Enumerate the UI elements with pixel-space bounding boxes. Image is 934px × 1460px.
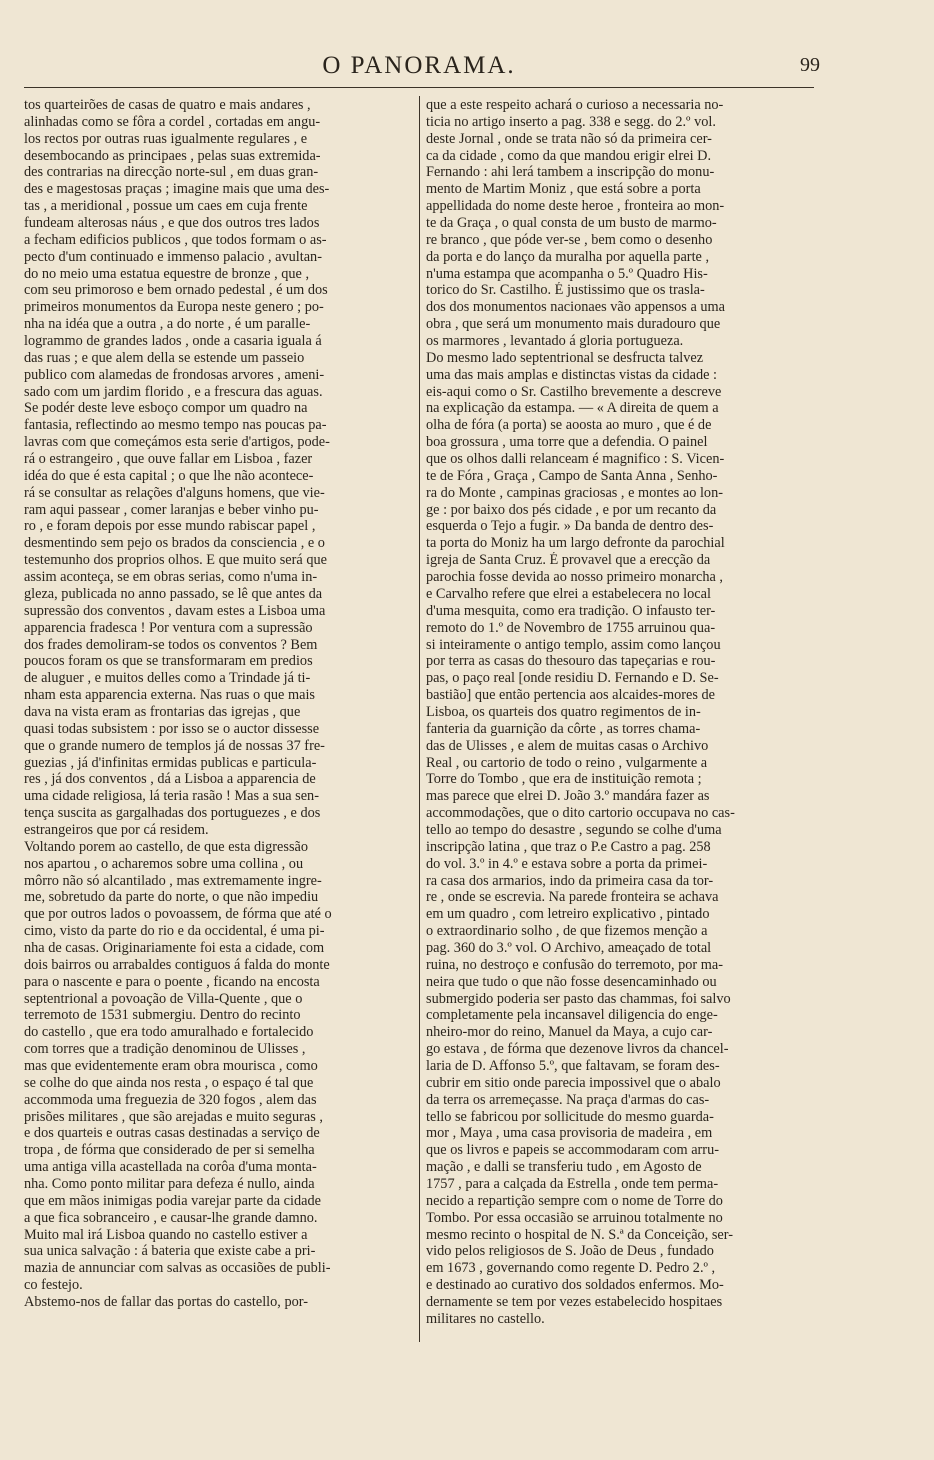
text-line: vido pelos religiosos de S. João de Deus , fundado: [426, 1243, 714, 1260]
text-line: accommoda uma freguezia de 320 fogos , alem das: [24, 1091, 317, 1108]
text-line: que o grande numero de templos já de nossas 37 fre-: [24, 737, 325, 754]
text-line: os marmores , levantado á gloria portugueza.: [426, 333, 684, 350]
text-line: nha. Como ponto militar para defeza é nullo, ainda: [24, 1176, 315, 1192]
text-line: nham esta apparencia externa. Nas ruas o que mais: [24, 687, 315, 704]
text-line: inscripção latina , que traz o P.e Castro a pag. 258: [426, 838, 711, 855]
text-line: rá o estrangeiro , que ouve fallar em Lisboa , fazer: [24, 451, 313, 468]
text-line: guezias , já d'infinitas ermidas publicas e particula-: [24, 754, 317, 771]
text-line: des contrarias na direcção norte-sul , em duas gran-: [24, 164, 319, 181]
text-line: da terra os arremeçasse. Na praça d'armas do cas-: [426, 1091, 710, 1108]
text-line: tença suscita as gargalhadas dos portuguezes , e dos: [24, 805, 321, 822]
text-line: ra do Monte , campinas graciosas , e montes ao lon-: [426, 484, 723, 501]
text-line: ticia no artigo inserto a pag. 338 e segg. do 2.º vol.: [426, 113, 716, 130]
text-line: nha de casas. Originariamente foi esta a cidade, com: [24, 939, 325, 956]
text-line: laria de D. Affonso 5.º, que faltavam, se foram des-: [426, 1057, 720, 1074]
text-line: Se podér deste leve esboço compor um quadro na: [24, 400, 308, 417]
text-line: em um quadro , com letreiro explicativo , pintado: [426, 906, 710, 923]
text-line: dois bairros ou arrabaldes contiguos á falda do monte: [24, 956, 330, 973]
text-line: submergido poderia ser pasto das chammas, foi salvo: [426, 990, 731, 1007]
text-line: septentrional a povoação de Villa-Quente , que o: [24, 990, 303, 1007]
text-line: testemunho dos proprios olhos. E que muito será que: [24, 552, 327, 569]
text-line: uma cidade religiosa, lá teria rasão ! Mas a sua sen-: [24, 788, 319, 805]
text-line: com torres que a tradição denominou de Ulisses ,: [24, 1041, 306, 1058]
text-line: re , onde se escrevia. Na parede fronteira se achava: [426, 889, 719, 906]
text-line: das de Ulisses , e alem de muitas casas o Archivo: [426, 737, 709, 754]
text-line: neira que tudo o que não fosse desencaminhado ou: [426, 973, 717, 990]
text-line: re branco , que póde ver-se , bem como o desenho: [426, 231, 713, 248]
text-line: Fernando : ahi lerá tambem a inscripção do monu-: [426, 164, 715, 181]
text-line: deste Jornal , onde se trata não só da primeira cer-: [426, 130, 712, 147]
text-line: do castello , que era todo amuralhado e fortalecido: [24, 1024, 314, 1041]
text-line: dos frades demoliram-se todos os conventos ? Bem: [24, 636, 318, 653]
text-line: necido a repartição sempre com o nome de Torre do: [426, 1192, 723, 1209]
text-line: n'uma estampa que acompanha o 5.º Quadro His-: [426, 265, 708, 282]
text-line: lavras com que começámos esta serie d'artigos, pode-: [24, 434, 330, 451]
text-line: boa grossura , uma torre que a defendia. O painel: [426, 434, 708, 451]
text-line: pecto d'um continuado e immenso palacio , avultan-: [24, 248, 322, 265]
text-line: gleza, publicada no anno passado, se lê que antes da: [24, 585, 323, 602]
text-line: mas que evidentemente eram obra mourisca , como: [24, 1057, 318, 1074]
text-line: Do mesmo lado septentrional se desfructa talvez: [426, 349, 704, 366]
text-line: militares no castello.: [426, 1310, 545, 1327]
text-line: appellidada do nome deste heroe , fronteira ao mon-: [426, 198, 725, 215]
text-line: mor , Maya , uma casa provisoria de madeira , em: [426, 1125, 713, 1142]
text-line: cimo, visto da parte do rio e da occidental, é uma pi-: [24, 923, 325, 940]
text-line: bastião] que então pertencia aos alcaides-mores de: [426, 687, 715, 704]
text-line: quasi todas subsistem : por isso se o auctor dissesse: [24, 720, 320, 737]
text-line: mazia de annunciar com salvas as occasiões de publi-: [24, 1260, 331, 1277]
text-line: tello se fabricou por sollicitude do mesmo guarda-: [426, 1108, 714, 1125]
left-column: [24, 97, 412, 1311]
text-line: accommodações, que o dito cartorio occupava no cas-: [426, 805, 735, 822]
text-line: fantasia, reflectindo ao mesmo tempo nas poucas pa-: [24, 417, 327, 434]
text-line: tas , a meridional , possue um caes em cuja frente: [24, 198, 308, 215]
text-line: igreja de Santa Cruz. É provavel que a erecção da: [426, 552, 711, 569]
text-line: e Carvalho refere que elrei a estabelecera no local: [426, 585, 711, 602]
text-line: ram aqui passear , comer laranjas e beber vinho pu-: [24, 501, 319, 518]
running-head-title: O PANORAMA.: [322, 52, 516, 79]
text-line: para o nascente e para o poente , ficando na encosta: [24, 973, 320, 990]
text-line: por terra as casas do thesouro das tapeçarias e rou-: [426, 653, 716, 670]
text-line: rá se consultar as relações d'alguns homens, que vie-: [24, 484, 325, 501]
text-line: nheiro-mor do reino, Manuel da Maya, a cujo car-: [426, 1024, 713, 1041]
text-line: dava na vista eram as frontarias das igrejas , que: [24, 703, 301, 720]
text-line: me, sobretudo da parte do norte, o que não impediu: [24, 889, 319, 906]
text-line: nha na idéa que a outra , a do norte , é um paralle-: [24, 316, 311, 333]
text-line: que por outros lados o povoassem, de fórma que até o: [24, 906, 332, 923]
text-line: te da Graça , o qual consta de um busto de marmo-: [426, 215, 717, 232]
text-line: primeiros monumentos da Europa neste genero ; po-: [24, 299, 324, 316]
page-number: 99: [800, 54, 820, 76]
text-line: supressão dos conventos , davam estes a Lisboa uma: [24, 602, 326, 619]
text-line: mas parece que elrei D. João 3.º mandára fazer as: [426, 788, 710, 805]
text-line: go estava , de fórma que dezenove livros da chancel-: [426, 1041, 729, 1058]
text-line: Voltando porem ao castello, de que esta digressão: [24, 838, 309, 855]
text-line: Torre do Tombo , que era de instituição remota ;: [426, 771, 702, 788]
text-line: dernamente se tem por vezes estabelecido hospitaes: [426, 1294, 723, 1311]
text-line: poucos foram os que se transformaram em predios: [24, 653, 313, 670]
text-line: ta porta do Moniz ha um largo defronte da parochial: [426, 535, 725, 552]
text-line: ruina, no destroço e confusão do terremoto, por ma-: [426, 956, 723, 973]
text-line: los rectos por outras ruas igualmente regulares , e: [24, 130, 308, 147]
text-line: que os olhos dalli relanceam é magnifico : S. Vicen-: [426, 451, 725, 468]
text-line: cubrir em sitio onde parecia impossivel que o abalo: [426, 1074, 721, 1091]
text-line: pas, o paço real [onde residiu D. Fernando e D. Se-: [426, 670, 719, 687]
text-line: obra , que será um monumento mais duradouro que: [426, 316, 721, 333]
text-line: que os livros e papeis se accommodaram com arru-: [426, 1142, 719, 1159]
text-line: esquerda o Tejo a fugir. » Da banda de dentro des-: [426, 518, 714, 535]
text-line: mento de Martim Moniz , que está sobre a porta: [426, 181, 701, 198]
text-line: pag. 360 do 3.º vol. O Archivo, ameaçado de total: [426, 939, 712, 956]
text-line: si inteiramente o antigo templo, assim como lançou: [426, 636, 721, 653]
text-line: fanteria da guarnição da côrte , as torres chama-: [426, 720, 701, 737]
text-line: tos quarteirões de casas de quatro e mais andares ,: [24, 97, 311, 113]
text-line: com seu primoroso e bem ornado pedestal , é um dos: [24, 282, 328, 299]
text-line: assim aconteça, se em obras serias, como n'uma in-: [24, 569, 318, 586]
text-line: dos dos monumentos nacionaes vão appensos a uma: [426, 299, 725, 316]
text-line: ca da cidade , como da que mandou erigir elrei D.: [426, 147, 712, 164]
text-line: d'uma mesquita, como era tradição. O infausto ter-: [426, 602, 716, 619]
text-line: e dos quarteis e outras casas destinadas a serviço de: [24, 1125, 320, 1142]
text-line: ra casa dos armarios, indo da primeira casa da tor-: [426, 872, 714, 889]
text-line: do no meio uma estatua equestre de bronze , que ,: [24, 265, 310, 282]
text-line: môrro não só alcantilado , mas extremamente ingre-: [24, 872, 322, 889]
text-line: remoto do 1.º de Novembro de 1755 arruinou qua-: [426, 619, 716, 636]
text-line: fundeam alterosas náus , e que dos outros tres lados: [24, 215, 320, 232]
text-line: que em mãos inimigas podia varejar parte da cidade: [24, 1192, 321, 1209]
text-line: olha de fóra (a porta) se aoosta ao muro , que é de: [426, 417, 712, 434]
text-line: des e magestosas praças ; imagine mais que uma des-: [24, 181, 330, 198]
text-line: tello ao tempo do desastre , segundo se colhe d'uma: [426, 821, 722, 838]
text-line: o extraordinario solho , de que fizemos menção a: [426, 923, 708, 940]
text-line: Real , ou cartorio de todo o reino , vulgarmente a: [426, 754, 708, 771]
text-line: logrammo de grandes lados , onde a casaria iguala á: [24, 333, 322, 350]
text-line: que a este respeito achará o curioso a necessaria no-: [426, 97, 724, 113]
text-line: co festejo.: [24, 1277, 83, 1294]
text-line: ge : por baixo dos pés cidade , e por um recanto da: [426, 501, 717, 518]
text-line: mesmo recinto o hospital de N. S.ª da Conceição, ser-: [426, 1226, 733, 1243]
text-line: desmentindo sem pejo os brados da consciencia , e o: [24, 535, 325, 552]
text-line: terremoto de 1531 submergiu. Dentro do recinto: [24, 1007, 301, 1024]
text-line: Lisboa, os quarteis dos quatro regimentos de in-: [426, 703, 701, 720]
right-column: [426, 97, 814, 1328]
text-line: de aluguer , e muitos delles como a Trindade já ti-: [24, 670, 311, 687]
text-line: uma das mais amplas e distinctas vistas da cidade :: [426, 366, 718, 383]
text-line: das ruas ; e que alem della se estende um passeio: [24, 349, 305, 366]
text-line: apparencia fradesca ! Por ventura com a supressão: [24, 619, 313, 636]
text-line: completamente pela incansavel diligencia do enge-: [426, 1007, 718, 1024]
text-line: torico do Sr. Castilho. É justissimo que os trasla-: [426, 282, 705, 299]
text-line: do vol. 3.º in 4.º e estava sobre a porta da primei-: [426, 855, 708, 872]
text-line: te de Fóra , Graça , Campo de Santa Anna , Senho-: [426, 467, 718, 484]
text-line: sado com um jardim florido , e a frescura das aguas.: [24, 383, 323, 400]
text-line: uma antiga villa acastellada na corôa d'uma monta-: [24, 1159, 317, 1176]
text-line: mação , e dalli se transferiu tudo , em Agosto de: [426, 1159, 702, 1176]
text-line: publico com alamedas de frondosas arvores , ameni-: [24, 366, 325, 383]
text-line: na explicação da estampa. — « A direita de quem a: [426, 400, 719, 417]
text-line: se colhe do que ainda nos resta , o espaço é tal que: [24, 1074, 314, 1091]
header-rule: [24, 87, 814, 88]
text-line: res , já dos conventos , dá a Lisboa a apparencia de: [24, 771, 316, 788]
text-line: Abstemo-nos de fallar das portas do castello, por-: [24, 1294, 308, 1311]
text-line: Tombo. Por essa occasião se arruinou totalmente no: [426, 1209, 723, 1226]
text-line: alinhadas como se fôra a cordel , cortadas em angu-: [24, 113, 321, 130]
text-line: 1757 , para a calçada da Estrella , onde tem perma-: [426, 1176, 719, 1192]
text-line: e destinado ao curativo dos soldados enfermos. Mo-: [426, 1277, 724, 1294]
text-line: ro , e foram depois por esse mundo rabiscar papel ,: [24, 518, 316, 535]
text-line: da porta e do lanço da muralha por aquella parte ,: [426, 248, 710, 265]
text-line: idéa do que é esta capital ; o que lhe não acontece-: [24, 467, 314, 484]
text-line: prisões militares , que são arejadas e muito seguras ,: [24, 1108, 323, 1125]
text-line: a que fica sobranceiro , e causar-lhe grande damno.: [24, 1209, 318, 1226]
text-line: desembocando as principaes , pelas suas extremida-: [24, 147, 321, 164]
text-line: estrangeiros que por cá residem.: [24, 821, 209, 838]
text-line: a fecham edificios publicos , que todos formam o as-: [24, 231, 327, 248]
text-line: parochia fosse devida ao nosso primeiro monarcha ,: [426, 569, 723, 586]
text-line: eis-aqui como o Sr. Castilho brevemente a descreve: [426, 383, 722, 400]
column-rule: [419, 96, 420, 1342]
text-line: nos apartou , o acharemos sobre uma collina , ou: [24, 855, 304, 872]
text-line: em 1673 , governando como regente D. Pedro 2.º ,: [426, 1260, 716, 1277]
text-line: Muito mal irá Lisboa quando no castello estiver a: [24, 1226, 308, 1243]
text-line: sua unica salvação : á bateria que existe cabe a pri-: [24, 1243, 316, 1260]
text-line: tropa , de fórma que considerado de per si semelha: [24, 1142, 315, 1159]
